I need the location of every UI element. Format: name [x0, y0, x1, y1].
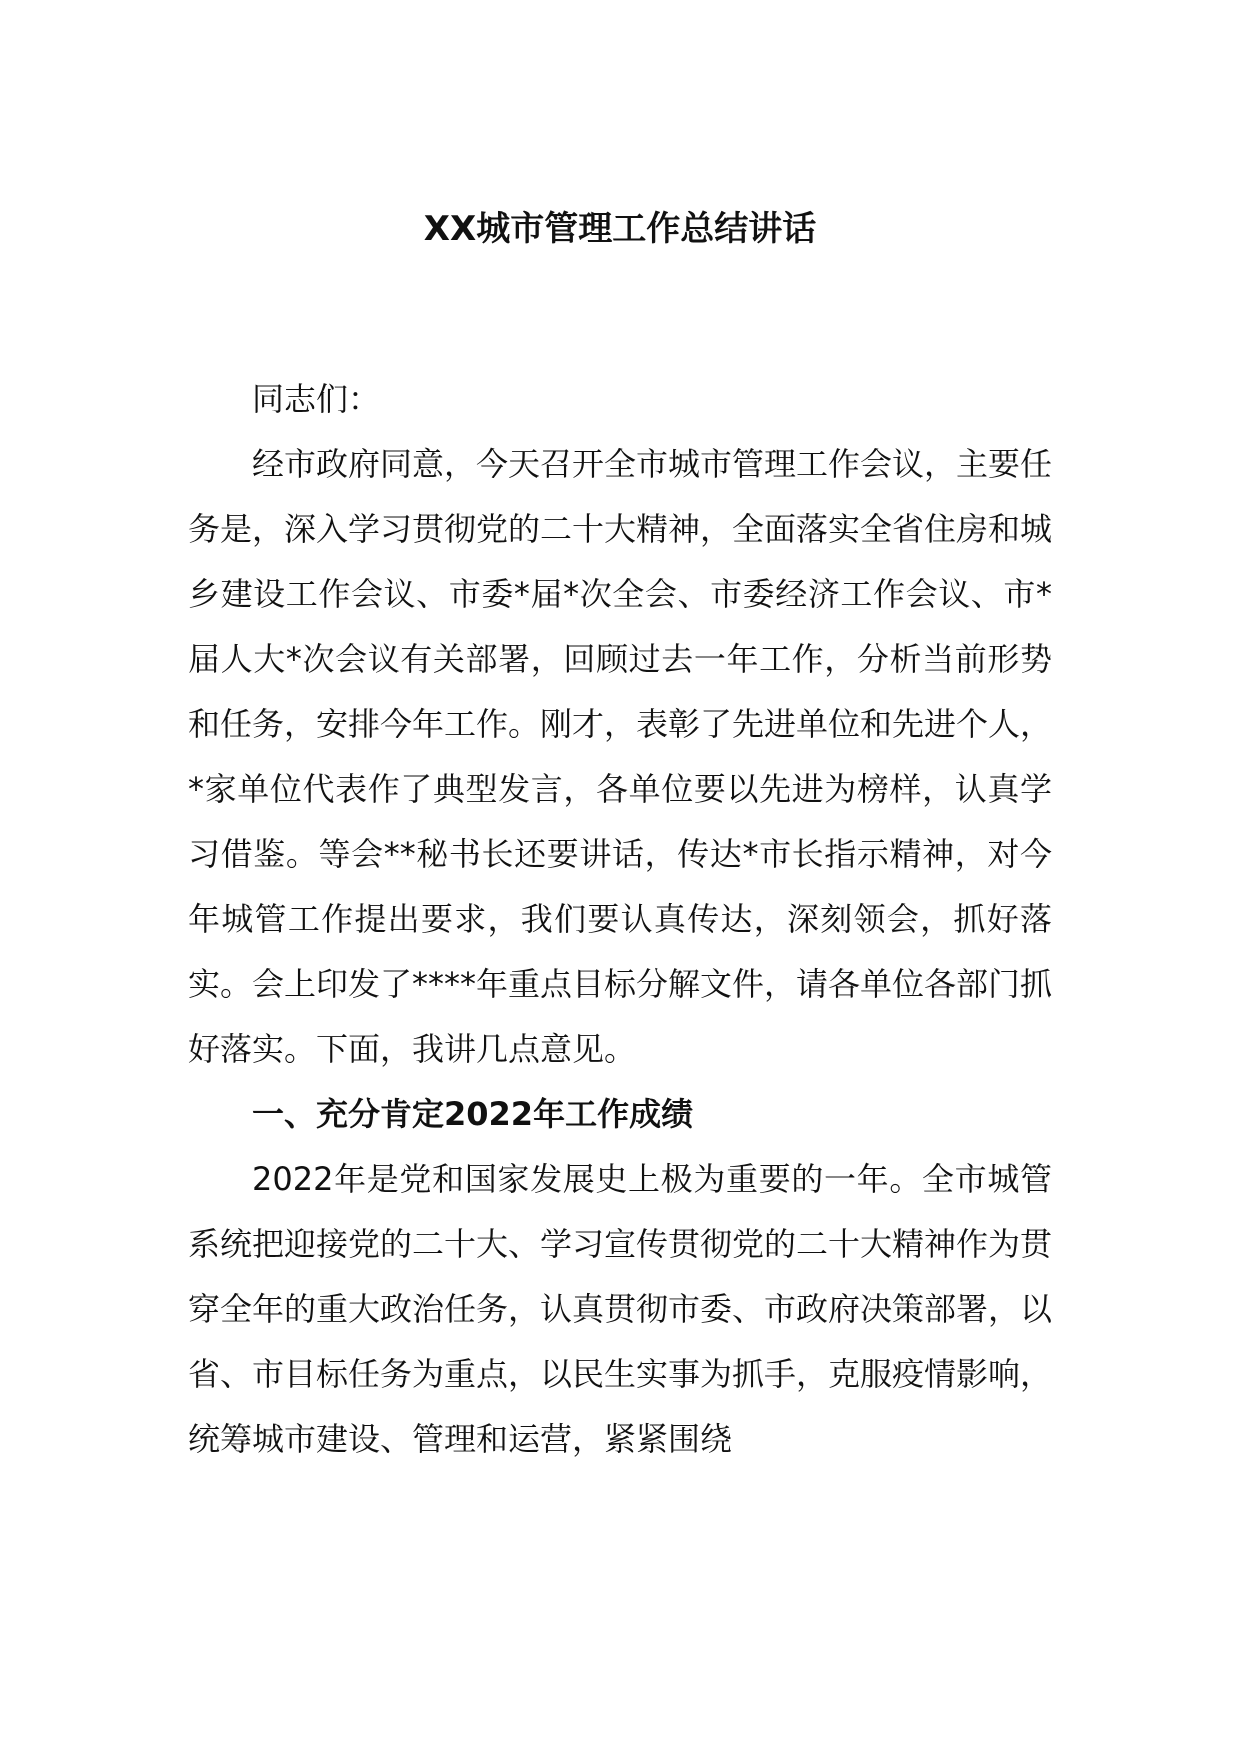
- opening-paragraph: 经市政府同意，今天召开全市城市管理工作会议，主要任务是，深入学习贯彻党的二十大精神，全面落实全省住房和城乡建设工作会议、市委*届*次全会、市委经济工作会议、市*届人大*次会议有关部署，回顾过去一年工作，分析当前形势和任务，安排今年工作。刚才，表彰了先进单位和先进个人，*家单位代表作了典型发言，各单位要以先进为榜样，认真学习借鉴。等会**秘书长还要讲话，传达*市长指示精神，对今年城管工作提出要求，我们要认真传达，深刻领会，抓好落实。会上印发了****年重点目标分解文件，请各单位各部门抓好落实。下面，我讲几点意见。: [188, 445, 1053, 1068]
- document-title: XX城市管理工作总结讲话: [423, 209, 817, 249]
- document-body: [188, 367, 1052, 1472]
- section-heading: 一、充分肯定2022年工作成绩: [252, 1095, 694, 1133]
- section-paragraph: 2022年是党和国家发展史上极为重要的一年。全市城管系统把迎接党的二十大、学习宣传贯彻党的二十大精神作为贯穿全年的重大政治任务，认真贯彻市委、市政府决策部署，以省、市目标任务为重点，以民生实事为抓手，克服疫情影响，统筹城市建设、管理和运营，紧紧围绕: [188, 1160, 1053, 1458]
- salutation: 同志们：: [252, 380, 381, 418]
